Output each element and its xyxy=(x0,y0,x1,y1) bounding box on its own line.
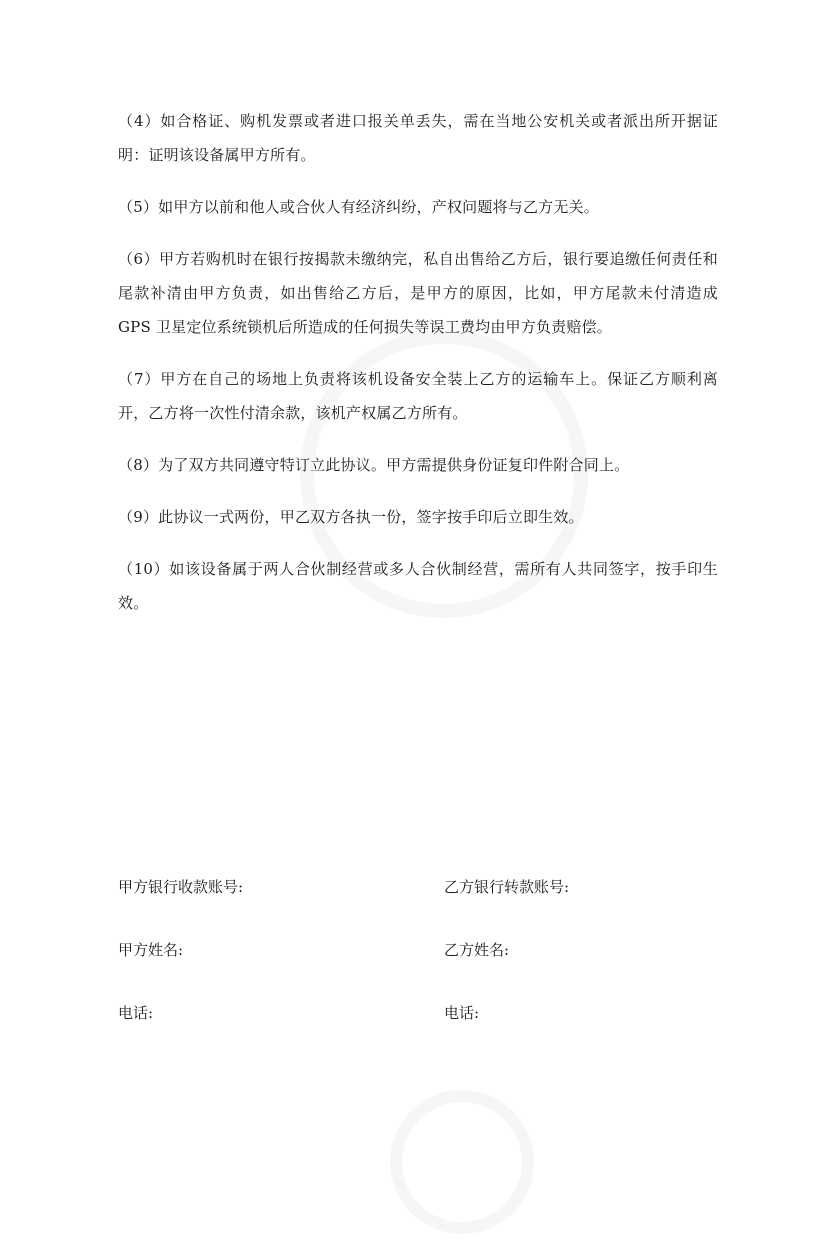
signature-row-name xyxy=(118,933,718,996)
party-b-bank-account-label: 乙方银行转款账号: xyxy=(444,878,570,896)
clause-9: （9）此协议一式两份，甲乙双方各执一份，签字按手印后立即生效。 xyxy=(118,508,584,526)
signature-block xyxy=(118,870,718,1059)
party-b-phone-label: 电话: xyxy=(444,1004,480,1022)
party-a-name-label: 甲方姓名: xyxy=(118,941,184,959)
clause-5: （5）如甲方以前和他人或合伙人有经济纠纷，产权问题将与乙方无关。 xyxy=(118,198,599,216)
watermark-seal-bottom xyxy=(364,1064,561,1260)
clause-8: （8）为了双方共同遵守特订立此协议。甲方需提供身份证复印件附合同上。 xyxy=(118,456,630,474)
signature-row-bank xyxy=(118,870,718,933)
party-a-phone-label: 电话: xyxy=(118,1004,154,1022)
clause-7: （7）甲方在自己的场地上负责将该机设备安全装上乙方的运输车上。保证乙方顺利离开，乙方将一次性付清余款，该机产权属乙方所有。 xyxy=(118,370,718,422)
clause-list xyxy=(118,104,718,638)
clause-4: （4）如合格证、购机发票或者进口报关单丢失，需在当地公安机关或者派出所开据证明：证明该设备属甲方所有。 xyxy=(118,112,718,164)
party-b-name-label: 乙方姓名: xyxy=(444,941,510,959)
clause-6: （6）甲方若购机时在银行按揭款未缴纳完，私自出售给乙方后，银行要追缴任何责任和尾款补清由甲方负责，如出售给乙方后，是甲方的原因，比如，甲方尾款未付清造成 GPS 卫星定位系统锁机后所造成的任何损失等误工费均由甲方负责赔偿。 xyxy=(118,250,718,336)
signature-row-phone xyxy=(118,996,718,1059)
clause-10: （10）如该设备属于两人合伙制经营或多人合伙制经营，需所有人共同签字，按手印生效。 xyxy=(118,560,718,612)
party-a-bank-account-label: 甲方银行收款账号: xyxy=(118,878,244,896)
